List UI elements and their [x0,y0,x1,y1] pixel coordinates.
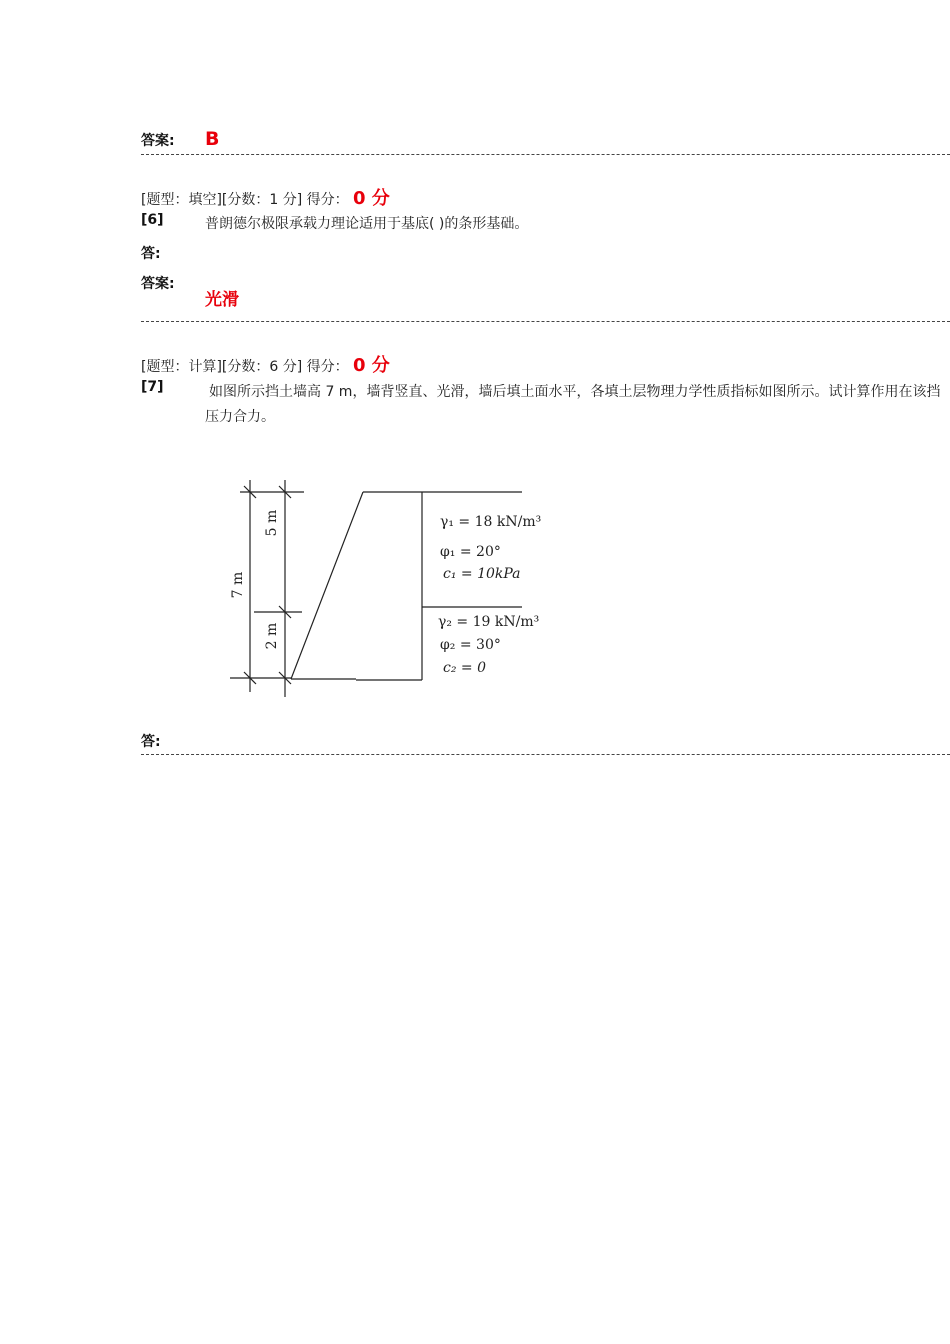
layer2-cohesion: c₂ = 0 [443,660,486,676]
question-meta: [题型：填空][分数：1 分] 得分： [141,192,349,208]
dim-label-upper: 5 m [264,509,280,537]
question-number: [7] [141,379,164,395]
layer2-unit-weight: γ₂ = 19 kN/m³ [438,614,540,630]
question-number: [6] [141,212,164,228]
question-text-line1: 如图所示挡土墙高 7 m，墙背竖直、光滑，墙后填土面水平，各填土层物理力学性质指标如图所示。试计算作用在该挡 [209,384,941,400]
wall-front-face [291,492,363,679]
answer-label: 答案: [141,276,175,292]
reply-label: 答: [141,734,161,750]
question-score: 0 分 [353,355,390,376]
answer-value: 光滑 [205,290,239,310]
dim-label-lower: 2 m [264,622,280,650]
layer2-friction-angle: φ₂ = 30° [440,637,501,653]
section-divider [141,754,950,755]
layer1-unit-weight: γ₁ = 18 kN/m³ [440,514,542,530]
layer1-friction-angle: φ₁ = 20° [440,544,501,560]
question-text: 普朗德尔极限承载力理论适用于基底( )的条形基础。 [205,216,529,232]
question-text-line2: 压力合力。 [205,409,275,425]
answer-label: 答案: [141,133,175,149]
layer1-cohesion: c₁ = 10kPa [443,566,521,582]
answer-value: B [205,128,220,150]
reply-label: 答: [141,246,161,262]
question-score: 0 分 [353,188,390,209]
dim-label-total: 7 m [230,571,246,599]
question-meta: [题型：计算][分数：6 分] 得分： [141,359,349,375]
